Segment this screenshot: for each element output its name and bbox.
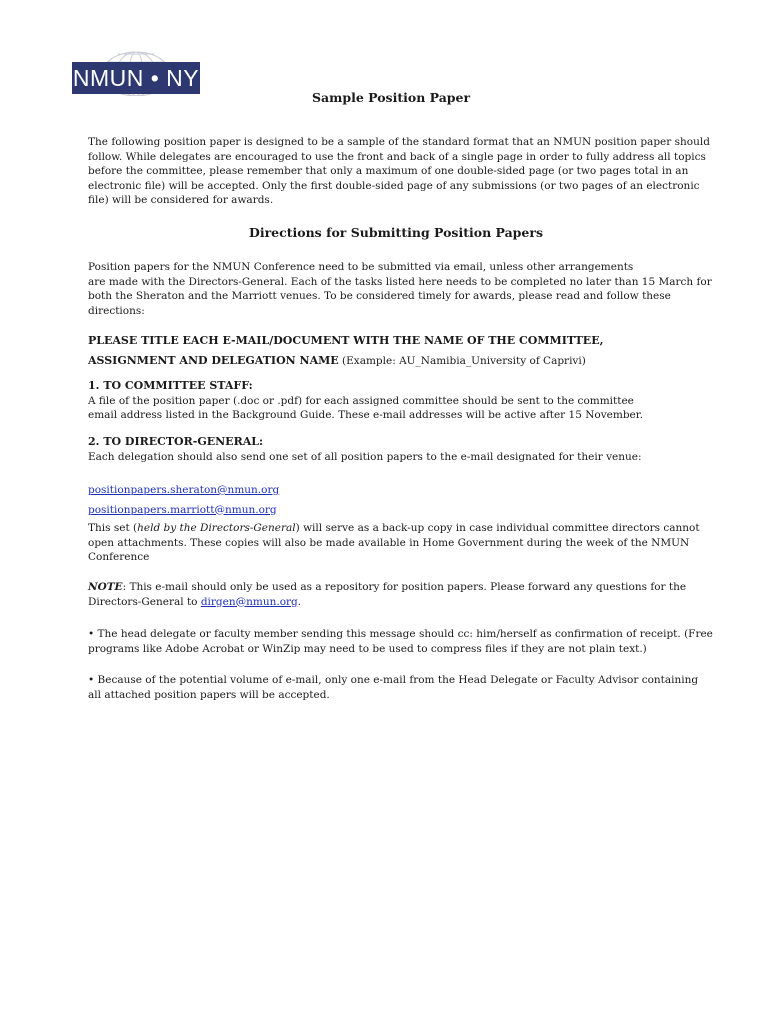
intro-line: follow. While delegates are encouraged to use the front and back of a single page in order to fully address all topics — [88, 150, 706, 163]
directions-line: Position papers for the NMUN Conference need to be submitted via email, unless other arrangements — [88, 261, 634, 273]
venue-email-list — [88, 478, 279, 517]
backup-italic: held by the Directors-General — [137, 522, 296, 534]
intro-line: electronic file) will be accepted. Only the first double-sided page of any submissions (or two pages of an electronic — [88, 179, 700, 192]
directions-heading: Directions for Submitting Position Papers — [249, 225, 544, 240]
intro-line: The following position paper is designed to be a sample of the standard format that an NMUN position paper should — [88, 136, 710, 148]
backup-paragraph — [88, 521, 700, 565]
bullet-item — [88, 627, 713, 656]
intro-line: before the committee, please remember that only a maximum of one double-sided page (or two pages total in an — [88, 165, 689, 177]
bullet-line: programs like Adobe Acrobat or WinZip may need to be used to compress files if they are not plain text.) — [88, 642, 647, 655]
note-text: : This e-mail should only be used as a repository for position papers. Please forward any questions for the — [122, 581, 687, 593]
committee-staff-section — [88, 379, 643, 423]
marriott-email-link[interactable]: positionpapers.marriott@nmun.org — [88, 503, 277, 516]
director-general-line: Each delegation should also send one set of all position papers to the e-mail designated for their venue: — [88, 450, 642, 463]
directions-intro — [88, 260, 712, 318]
note-paragraph — [88, 580, 686, 609]
backup-line: open attachments. These copies will also be made available in Home Government during the week of the NMUN — [88, 536, 690, 549]
title-instruction-example: (Example: AU_Namibia_University of Caprivi) — [338, 354, 586, 367]
backup-text: ) will serve as a back-up copy in case individual committee directors cannot — [295, 522, 700, 534]
note-text: Directors-General to — [88, 595, 201, 608]
sheraton-email-link[interactable]: positionpapers.sheraton@nmun.org — [88, 484, 280, 496]
committee-staff-heading: 1. TO COMMITTEE STAFF: — [88, 379, 253, 392]
title-instruction — [88, 334, 603, 368]
directions-line: are made with the Directors-General. Each of the tasks listed here needs to be completed no later than 15 March for — [88, 275, 712, 288]
title-instruction-bold: ASSIGNMENT AND DELEGATION NAME — [88, 353, 339, 367]
director-general-heading: 2. TO DIRECTOR-GENERAL: — [88, 435, 264, 448]
bullet-line: all attached position papers will be accepted. — [88, 688, 330, 701]
intro-line: file) will be considered for awards. — [88, 194, 274, 206]
directions-line: both the Sheraton and the Marriott venues. To be considered timely for awards, please read and follow these — [88, 290, 671, 302]
directions-line: directions: — [88, 304, 145, 317]
bullet-item — [88, 673, 698, 702]
nmun-logo — [72, 50, 200, 96]
committee-staff-line: A file of the position paper (.doc or .pdf) for each assigned committee should be sent to the committee — [88, 394, 634, 407]
logo-text: NMUN • NY — [72, 62, 200, 94]
intro-paragraph — [88, 135, 710, 208]
committee-staff-line: email address listed in the Background Guide. These e-mail addresses will be active after 15 November. — [88, 409, 643, 421]
note-label: NOTE — [88, 581, 123, 593]
director-general-section — [88, 435, 642, 464]
page-title: Sample Position Paper — [312, 90, 471, 105]
backup-line: Conference — [88, 551, 150, 563]
title-instruction-line: PLEASE TITLE EACH E-MAIL/DOCUMENT WITH THE NAME OF THE COMMITTEE, — [88, 334, 604, 347]
note-text: . — [297, 595, 302, 608]
bullet-line: • The head delegate or faculty member sending this message should cc: him/herself as confirmation of receipt. (Free — [88, 628, 713, 640]
backup-text: This set ( — [88, 522, 138, 534]
bullet-line: • Because of the potential volume of e-mail, only one e-mail from the Head Delegate or Faculty Advisor containing — [88, 674, 699, 686]
dirgen-email-link[interactable]: dirgen@nmun.org — [200, 595, 298, 608]
